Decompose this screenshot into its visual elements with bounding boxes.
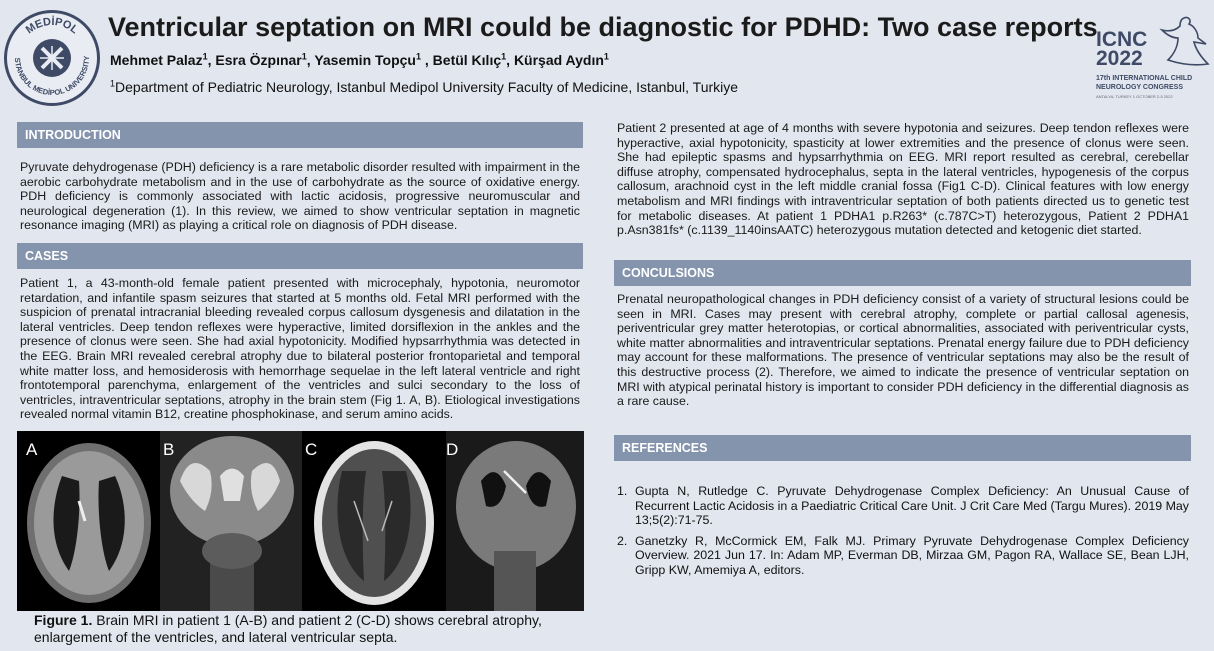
caption-label: Figure 1.: [34, 612, 93, 628]
poster-title: Ventricular septation on MRI could be diagnostic for PDHD: Two case reports: [108, 12, 1098, 42]
reference-item: [617, 534, 1189, 578]
author-name: Kürşad Aydın: [513, 52, 604, 68]
reference-list: [617, 484, 1189, 584]
author-name: Betül Kılıç: [432, 52, 502, 68]
mri-panel-a: [17, 431, 157, 611]
cases-heading: CASES: [17, 243, 583, 269]
svg-text:MEDİPOL: MEDİPOL: [23, 15, 81, 37]
panel-label-b: B: [163, 440, 175, 459]
cases-text: Patient 1, a 43-month-old female patient presented with microcephaly, hypotonia, neuromotor retardation, and infantile spasm seizures that started at 5 months old. Fetal MRI performed with the suspicion of prenatal intracranial bleeding revealed corpus callosum dysgenesis and dilatation in the lateral ventricles. Deep tendon reflexes were hyperactive, limited dorsiflexion in the ankles and the presence of clonus were seen. She had axial hypotonicity. Modified hypsarrhythmia was detected in the EEG. Brain MRI revealed cerebral atrophy due to bilateral posterior frontoparietal and temporal white matter loss, and hemosiderosis with hemorrhage sequelae in the left lateral ventricle and right frontotemporal parenchyma, enlargement of the ventricles and sulci secondary to the loss of ventricles, intraventricular septations, atrophy in the brain stem (Fig 1. A, B). Etiological investigations revealed normal vitamin B12, creatine phosphokinase, and serum amino acids.: [20, 276, 580, 422]
conference-line1: ICNC: [1096, 28, 1148, 51]
patient2-text: Patient 2 presented at age of 4 months with severe hypotonia and seizures. Deep tendon reflexes were hyperactive, axial hypotonicity, spasticity at lower extremities and the presence of clonus were seen. She had epileptic spasms and hypsarrhythmia on EEG. MRI report resulted as cerebral, cerebellar diffuse atrophy, compensated hydrocephalus, septa in the lateral ventricles, hypogenesis of the corpus callosum, arachnoid cyst in the left middle cranial fossa (Fig1 C-D). Clinical features with low energy metabolism and MRI findings with intraventricular septation of both patients directed us to genetic test for metabolic diseases. At patient 1 PDHA1 p.R263* (c.787C>T) heterozygous, Patient 2 PDHA1 p.Asn381fs* (c.1139_1140insAATC) heterozygous mutation detected and ketogenic diet started.: [617, 121, 1189, 238]
reference-item: [617, 484, 1189, 528]
caption-text: Brain MRI in patient 1 (A-B) and patient 2 (C-D) shows cerebral atrophy, enlargement of the ventricles, and lateral ventricular septa.: [34, 612, 542, 645]
affiliation-text: Department of Pediatric Neurology, Istanbul Medipol University Faculty of Medicine, Istanbul, Turkiye: [115, 79, 739, 95]
affiliation: [110, 79, 738, 95]
reference-number: 2.: [617, 533, 628, 548]
conference-name: 17th INTERNATIONAL CHILD NEUROLOGY CONGRESS: [1096, 75, 1193, 91]
author-name: Esra Özpınar: [215, 52, 302, 68]
author-name: Mehmet Palaz: [110, 52, 203, 68]
university-logo: [4, 10, 100, 106]
conference-logo: [1094, 14, 1210, 104]
author-affiliation-sup: 1: [301, 51, 307, 62]
panel-label-a: A: [26, 440, 38, 459]
author-affiliation-sup: 1: [202, 51, 208, 62]
mri-panel-c: [304, 431, 444, 611]
author-affiliation-sup: 1: [501, 51, 507, 62]
introduction-heading: INTRODUCTION: [17, 122, 583, 148]
reference-text: Gupta N, Rutledge C. Pyruvate Dehydrogenase Complex Deficiency: An Unusual Cause of Recurrent Lactic Acidosis in a Paediatric Critical Care Unit. J Crit Care Med (Targu Mures). 2019 May 13;5(2):71-75.: [635, 484, 1189, 528]
author-list: Mehmet Palaz$^1$, Esra Özpınar$^1$, Yasemin Topçu$^1$ , Betül Kılıç$^1$, Kürşad Aydın$^1$: [110, 51, 609, 68]
mri-figure: [17, 431, 584, 611]
panel-label-d: D: [446, 440, 459, 459]
figure-caption: [34, 612, 594, 646]
conference-dates: ANTALYA, TURKEY 1 OCTOBER 2-5 2022: [1096, 94, 1173, 99]
author-affiliation-sup: 1: [415, 51, 421, 62]
conference-line2: 2022: [1096, 47, 1143, 70]
panel-label-c: C: [305, 440, 318, 459]
reference-number: 1.: [617, 484, 628, 498]
reference-text: Ganetzky R, McCormick EM, Falk MJ. Primary Pyruvate Dehydrogenase Complex Deficiency Overview. 2021 Jun 17. In: Adam MP, Everman DB, Mirzaa GM, Pagon RA, Wallace SE, Bean LJH, Gripp KW, Amemiya A, editors.: [635, 533, 1189, 577]
mri-panel-d: [446, 431, 584, 611]
conclusions-text: Prenatal neuropathological changes in PDH deficiency consist of a variety of structural lesions could be seen in MRI. Cases may present with cerebral atrophy, complete or partial callosal agenesis, periventricular grey matter heterotopias, or cortical abnormalities, associated with periventricular cysts, white matter abnormalities and intraventricular septations. Prenatal energy failure due to PDH deficiency may account for these malformations. The presence of ventricular septations may also be the result of this destructive process (2). Therefore, we aimed to indicate the presence of ventricular septation on MRI with atypical perinatal history is important to consider PDH deficiency in the differential diagnosis as a rare cause.: [617, 292, 1189, 409]
introduction-text: Pyruvate dehydrogenase (PDH) deficiency is a rare metabolic disorder resulted with impairment in the aerobic carbohydrate metabolism and in the use of carbohydrate as the source of oxidative energy. PDH deficiency is commonly associated with lactic acidosis, progressive neuromuscular and neurological degeneration (1). In this review, we aimed to show ventricular septation in magnetic resonance imaging (MRI) as playing a critical role on diagnosis of PDH disease.: [20, 160, 580, 233]
author-name: Yasemin Topçu: [314, 52, 416, 68]
author-affiliation-sup: 1: [603, 51, 609, 62]
conclusions-heading: CONCULSIONS: [614, 260, 1191, 286]
dervish-icon: [1154, 14, 1210, 74]
affiliation-sup: 1: [110, 78, 116, 89]
mri-panel-b: [160, 431, 302, 611]
conference-acronym: [1096, 30, 1147, 68]
references-heading: REFERENCES: [614, 435, 1191, 461]
svg-text:İSTANBUL MEDİPOL UNIVERSITY: STANBUL MEDİPOL UNIVERSITY: [12, 55, 92, 98]
logo-emblem: [33, 39, 71, 77]
